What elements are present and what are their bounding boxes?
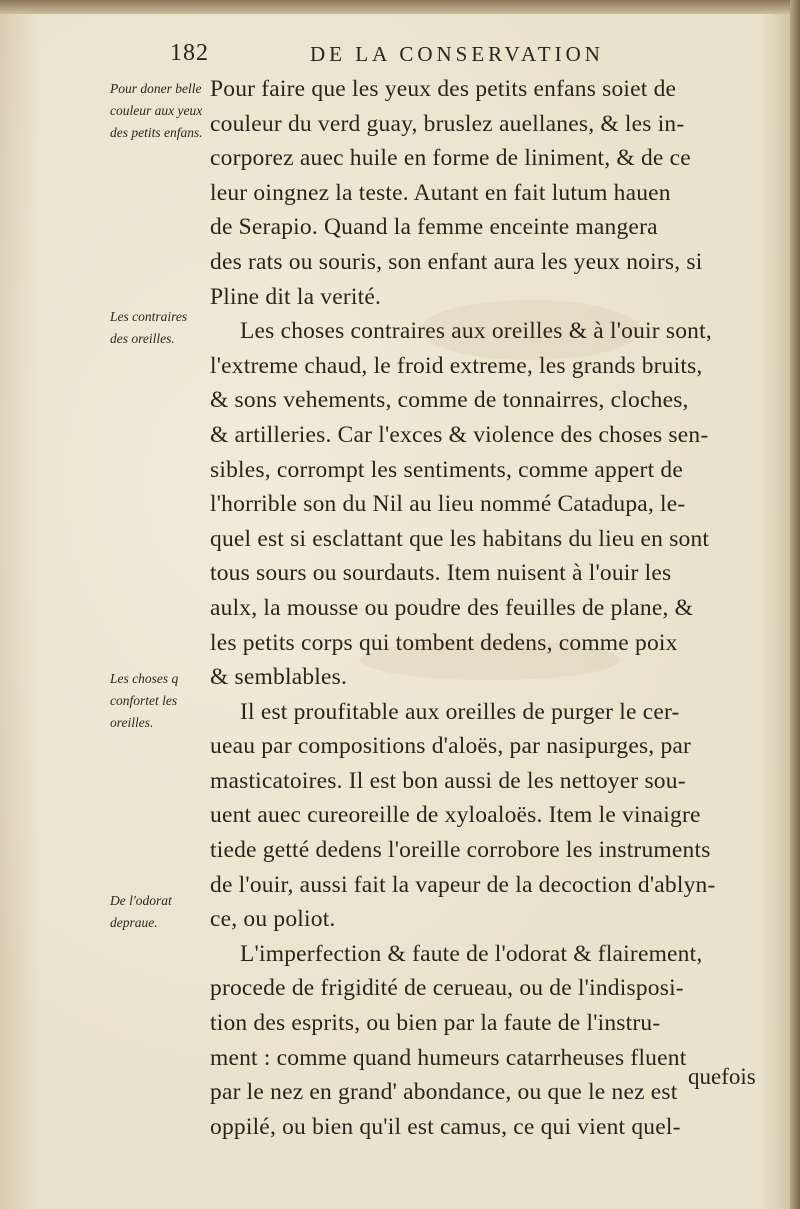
text-line: ment : comme quand humeurs catarrheuses fluent [210,1044,687,1071]
text-line: ueau par compositions d'aloës, par nasipurges, par [210,733,692,760]
text-line: & sons vehements, comme de tonnairres, cloches, [210,387,689,414]
text-line: oppilé, ou bien qu'il est camus, ce qui vient quel- [210,1113,681,1140]
text-line: de Serapio. Quand la femme enceinte mangera [210,214,658,241]
text-line: par le nez en grand' abondance, ou que le nez est [210,1079,678,1106]
text-line: procede de frigidité de cerueau, ou de l'indisposi- [210,975,684,1002]
text-line: couleur du verd guay, bruslez auellanes, & les in- [210,110,685,137]
page-right-edge [790,0,800,1209]
running-title: DE LA CONSERVATION [310,42,604,66]
text-line: L'imperfection & faute de l'odorat & flairement, [240,940,703,967]
text-line: sibles, corrompt les sentiments, comme appert de [210,456,683,483]
text-line: tous sours ou sourdauts. Item nuisent à l'ouir les [210,560,672,587]
text-line: uent auec cureoreille de xyloaloës. Item le vinaigre [210,802,701,829]
text-line: l'horrible son du Nil au lieu nommé Catadupa, le- [210,491,686,518]
text-line: & artilleries. Car l'exces & violence des choses sen- [210,421,709,448]
text-line: & semblables. [210,664,348,691]
text-line: quel est si esclattant que les habitans du lieu en sont [210,525,710,552]
text-line: Les choses contraires aux oreilles & à l'ouir sont, [240,318,712,345]
text-line: Pline dit la verité. [210,283,382,310]
text-line: tion des esprits, ou bien par la faute de l'instru- [210,1010,661,1037]
text-line: Pour faire que les yeux des petits enfans soiet de [210,76,677,102]
text-line: des rats ou souris, son enfant aura les yeux noirs, si [210,248,703,275]
text-line: ce, ou poliot. [210,906,336,933]
text-line: les petits corps qui tombent dedens, comme poix [210,629,678,656]
margin-note: Les choses q confortet les oreilles. [110,671,179,730]
text-line: l'extreme chaud, le froid extreme, les grands bruits, [210,352,703,379]
text-line: leur oingnez la teste. Autant en fait lutum hauen [210,179,671,206]
text-line: Il est proufitable aux oreilles de purger le cer- [240,698,680,725]
text-line: masticatoires. Il est bon aussi de les nettoyer sou- [210,767,686,794]
page-top-edge [0,0,800,14]
main-text [210,72,770,1144]
running-head [170,40,770,70]
margin-note: Les contraires des oreilles. [110,309,188,346]
text-line: aulx, la mousse ou poudre des feuilles de plane, & [210,594,694,621]
page-number: 182 [170,40,209,66]
text-line: corporez auec huile en forme de liniment, & de ce [210,145,691,172]
margin-note: Pour doner belle couleur aux yeux des petits enfans. [110,81,203,140]
catchword: quefois [688,1064,756,1089]
text-line: tiede getté dedens l'oreille corrobore les instruments [210,837,711,864]
text-line: de l'ouir, aussi fait la vapeur de la decoction d'ablyn- [210,871,716,898]
margin-note: De l'odorat depraue. [110,893,172,930]
